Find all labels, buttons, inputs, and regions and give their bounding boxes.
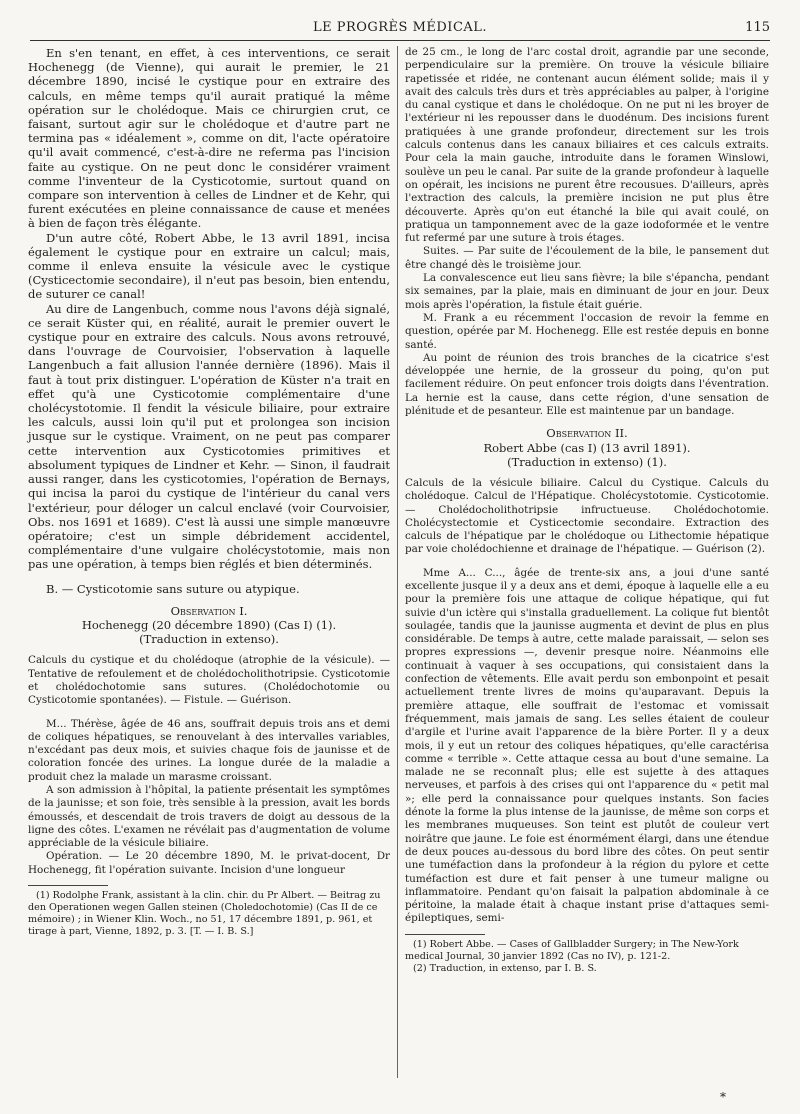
- paragraph: M. Frank a eu récemment l'occasion de revoir la femme en question, opérée par M. Hochenegg. Elle est restée depuis en bonne santé.: [405, 311, 769, 351]
- observation-title: Observation I.: [170, 603, 248, 618]
- observation-translation-note: (Traduction in extenso).: [139, 632, 279, 647]
- column-divider: [397, 46, 398, 1078]
- paragraph: A son admission à l'hôpital, la patiente présentait les symptômes de la jaunisse; et son foie, très sensible à la pression, avait les bords émoussés, et descendait de trois travers de doigt au dessous de la ligne des côtes. L'examen ne révélait pas d'augmentation de volume appréciable de la vésicule biliaire.: [28, 784, 390, 850]
- paragraph: La convalescence eut lieu sans fièvre; la bile s'épancha, pendant six semaines, par la plaie, mais en diminuant de jour en jour. Deux mois après l'opération, la fistule était guérie.: [405, 272, 769, 311]
- observation-summary: Calculs de la vésicule biliaire. Calcul du Cystique. Calculs du cholédoque. Calcul de l'Hépatique. Cholécystotomie. Cysticotomie. — Cholédocholithotripsie infructueuse. Cholédochotomie. Cholécystectomie et Cysticectomie secondaire. Extraction des calculs de l'hépatique par le cholédoque ou Lithectomie hépatique par voie cholédochienne et drainage de l'hépatique. — Guérison (2).: [405, 476, 769, 556]
- footnote-rule: [28, 885, 108, 886]
- footnote-rule: [405, 934, 485, 935]
- asterisk-mark: *: [720, 1090, 726, 1104]
- paragraph: M... Thérèse, âgée de 46 ans, souffrait depuis trois ans et demi de coliques hépatiques, se renouvelant à des intervalles variables, n'excédant pas deux mois, et suivies chaque fois de jaunisse et de coloration foncée des urines. La longue durée de la maladie a produit chez la malade un marasme croissant.: [28, 717, 390, 783]
- paragraph: Mme A... C..., âgée de trente-six ans, a joui d'une santé excellente jusque il y a deux ans et demi, époque à laquelle elle a eu pour la première fois une attaque de colique hépatique, qui fut suivie d'un ictère qui s'installa graduellement. La colique fut bientôt soulagée, tandis que la jaunisse augmenta et devint de plus en plus considérable. De temps à autre, cette malade paraissait, — selon ses propres expressions —, devenir presque noire. Néanmoins elle continuait à vaquer à ses occupations, qui consistaient dans la confection de vêtements. Elle avait perdu son embonpoint et pesait actuellement trente livres de moins qu'auparavant. Depuis la première attaque, elle souffrait de l'estomac et vomissait fréquemment, mais jamais de sang. Les selles étaient de couleur d'argile et l'urine avait l'apparence de la bière Porter. Il y a deux mois, il y eut un retour des coliques hépatiques, qu'elle caractérisa comme « terrible ». Cette attaque cessa au bout d'une semaine. La malade ne se reconnaît plus; elle est sujette à des attaques nerveuses, et parfois à des crises qui ont l'apparence du « petit mal »; elle perd la connaissance pour quelques instants. Son facies dénote la forme la plus intense de la jaunisse, de même son corps et les membranes muqueuses. Son teint est plutôt de couleur vert noirâtre que jaune. Le foie est énormément élargi, dans une étendue de deux pouces au-dessous du bord libre des côtes. On peut sentir une tuméfaction dans la profondeur à la région du pylore et cette tuméfaction est dure et fait penser à une tumeur maligne ou inflammatoire. Pendant qu'on faisait la palpation abdominale à ce péritoine, la malade était à chaque instant prise d'attaques semi-épileptiques, semi-: [405, 566, 769, 925]
- paragraph: Au point de réunion des trois branches de la cicatrice s'est développée une hernie, de la grosseur du poing, qu'on put facilement réduire. On peut enfoncer trois doigts dans l'éventration. La hernie est la cause, dans cette région, d'une sensation de plénitude et de pesanteur. Elle est maintenue par un bandage.: [405, 351, 769, 418]
- paragraph: Opération. — Le 20 décembre 1890, M. le privat-docent, Dr Hochenegg, fit l'opération suivante. Incision d'une longueur: [28, 850, 390, 876]
- observation-subtitle: Hochenegg (20 décembre 1890) (Cas I) (1).: [81, 617, 337, 632]
- section-heading: B. — Cysticotomie sans suture ou atypique.: [46, 581, 300, 596]
- footnote: (1) Robert Abbe. — Cases of Gallbladder Surgery; in The New-York medical Journal, 30 janvier 1892 (Cas no IV), p. 121-2.: [405, 938, 739, 962]
- footnote: (2) Traduction, in extenso, par I. B. S.: [413, 962, 597, 974]
- left-column: [28, 46, 390, 938]
- page-number: 115: [745, 20, 770, 35]
- observation-subtitle: Robert Abbe (cas I) (13 avril 1891).: [483, 440, 691, 455]
- observation-summary: Calculs du cystique et du cholédoque (atrophie de la vésicule). — Tentative de refoulement et de cholédocholithotripsie. Cysticotomie et cholédochotomie sans sutures. (Cholédochotomie ou Cysticotomie spontanées). — Fistule. — Guérison.: [28, 654, 390, 707]
- paragraph: Au dire de Langenbuch, comme nous l'avons déjà signalé, ce serait Küster qui, en réalité, aurait le premier ouvert le cystique pour en extraire des calculs. Nous avons retrouvé, dans l'ouvrage de Courvoisier, l'observation à laquelle Langenbuch a fait allusion l'année dernière (1896). Mais il faut à tout prix distinguer. L'opération de Küster n'a trait en effet qu'à une Cysticotomie complémentaire d'une cholécystotomie. Il fendit la vésicule biliaire, pour extraire les calculs, aussi loin qu'il put et prolongea son incision jusque sur le cystique. Vraiment, on ne peut pas comparer cette intervention aux Cysticotomies primitives et absolument typiques de Lindner et Kehr. — Sinon, il faudrait aussi ranger, dans les cysticotomies, l'opération de Bernays, qui incisa la paroi du cystique de l'intérieur du canal vers l'extérieur, pour déloger un calcul enclavé (voir Courvoisier, Obs. nos 1691 et 1689). C'est là aussi une simple manœuvre opératoire; c'est un simple débridement accidentel, complémentaire d'une vulgaire cholécystotomie, mais non pas une opération, à temps bien réglés et bien déterminés.: [28, 301, 390, 572]
- footnote: (1) Rodolphe Frank, assistant à la clin. chir. du Pr Albert. — Beitrag zu den Operationen wegen Gallen steinen (Choledochotomie) (Cas II de ce mémoire) ; in Wiener Klin. Woch., no 51, 17 décembre 1891, p. 961, et tirage à part, Vienne, 1892, p. 3. [T. — I. B. S.]: [28, 890, 381, 938]
- observation-translation-note: (Traduction in extenso) (1).: [507, 454, 667, 469]
- right-column: [405, 46, 769, 975]
- observation-title: Observation II.: [546, 426, 628, 441]
- running-title: LE PROGRÈS MÉDICAL.: [312, 20, 488, 35]
- paragraph: En s'en tenant, en effet, à ces interventions, ce serait Hochenegg (de Vienne), qui aurait le premier, le 21 décembre 1890, incisé le cystique pour en extraire des calculs, en même temps qu'il aurait pratiqué la même opération sur le cholédoque. Mais ce chirurgien crut, ce faisant, surtout agir sur le cholédoque et d'autre part ne termina pas « idéalement », comme on dit, l'acte opératoire qu'il avait commencé, c'est-à-dire ne referma pas l'incision faite au cystique. On ne peut donc le considérer vraiment comme l'inventeur de la Cysticotomie, surtout quand on compare son intervention à celles de Lindner et de Kehr, qui furent exécutées en pleine connaissance de cause et menées à bien de façon très élégante.: [28, 46, 390, 231]
- paragraph: de 25 cm., le long de l'arc costal droit, agrandie par une seconde, perpendiculaire sur la première. On trouve la vésicule biliaire rapetissée et ridée, ne contenant aucun élément solide; mais il y avait des calculs très durs et très appréciables au palper, à l'origine du canal cystique et dans le cholédoque. On ne put ni les broyer de l'extérieur ni les repousser dans le duodénum. Des incisions furent pratiquées à une grande profondeur, directement sur les trois calculs contenus dans les canaux biliaires et ces calculs extraits. Pour cela la main gauche, introduite dans le foramen Winslowi, soulève un peu le canal. Par suite de la grande profondeur à laquelle on opérait, les incisions ne purent être recousues. D'ailleurs, après l'extraction des calculs, la première incision ne put plus être découverte. Après qu'on eut étanché la bile qui avait coulé, on pratiqua un tamponnement avec de la gaze iodoformée et le ventre fut refermé par une suture à trois étages.: [405, 46, 769, 245]
- paragraph: Suites. — Par suite de l'écoulement de la bile, le pansement dut être changé dès le troisième jour.: [405, 245, 769, 271]
- paragraph: D'un autre côté, Robert Abbe, le 13 avril 1891, incisa également le cystique pour en extraire un calcul; mais, comme il enleva ensuite la vésicule avec le cystique (Cysticectomie secondaire), il n'eut pas besoin, bien entendu, de suturer ce canal!: [28, 230, 390, 302]
- page-header: [30, 20, 770, 40]
- header-rule: [30, 40, 770, 41]
